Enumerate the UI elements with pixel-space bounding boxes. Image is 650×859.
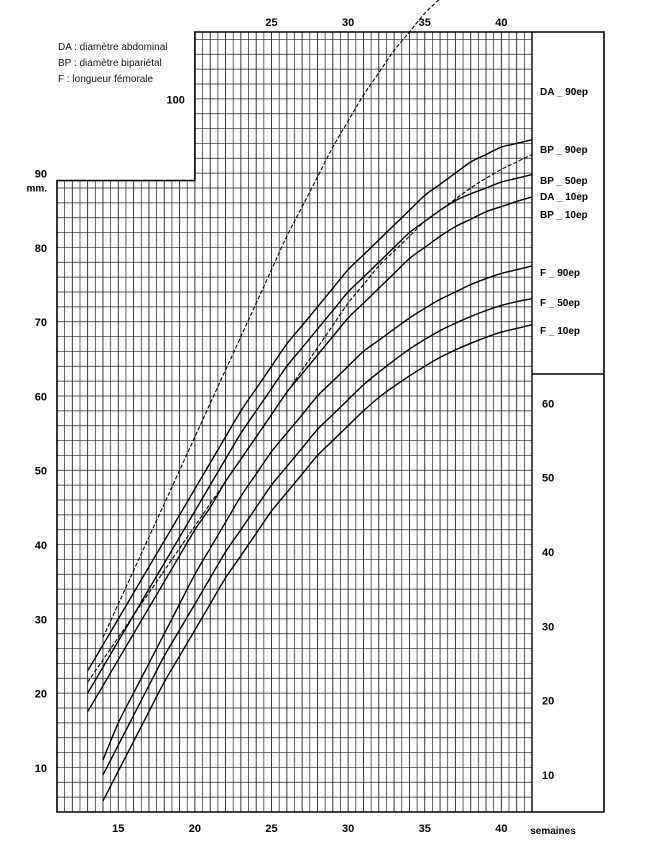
x-tick-label: 35 (418, 823, 431, 835)
series-labels (540, 87, 588, 337)
chart-outline (57, 32, 604, 812)
legend-item-bp: BP : diamètre bipariétal (58, 58, 162, 69)
legend-item-da: DA : diamètre abdominal (58, 42, 168, 53)
chart-legend (58, 40, 168, 88)
y-tick-label-left: 20 (34, 688, 47, 701)
y-tick-label-left: 90 (34, 168, 47, 181)
chart-grid (57, 32, 604, 812)
x-tick-label-top: 30 (342, 17, 355, 29)
y-tick-label-left: 100 (166, 94, 185, 107)
x-tick-label-top: 40 (495, 17, 508, 29)
y-unit-label: mm. (26, 183, 47, 195)
y-tick-label-right: 50 (542, 472, 555, 485)
y-tick-label-left: 30 (34, 614, 47, 627)
x-tick-label: 25 (265, 823, 278, 835)
x-tick-label: 20 (188, 823, 202, 835)
y-tick-label-left: 70 (34, 317, 47, 330)
y-tick-label-right: 30 (542, 621, 555, 634)
y-tick-label-right: 20 (542, 695, 555, 708)
series-label-da-10ep: DA _ 10ep (540, 192, 588, 203)
y-tick-label-left: 80 (34, 242, 47, 255)
series-label-f-10ep: F _ 10ep (540, 326, 581, 337)
series-label-f-90ep: F _ 90ep (540, 268, 581, 279)
x-tick-label-top: 25 (265, 17, 278, 29)
series-label-f-50ep: F _ 50ep (540, 298, 581, 309)
series-label-da-90ep: DA _ 90ep (540, 87, 588, 98)
legend-item-f: F : longueur fémorale (58, 74, 154, 85)
y-tick-label-right: 10 (542, 769, 555, 782)
y-tick-label-left: 60 (34, 391, 47, 404)
x-axis-title: semaines (530, 826, 576, 837)
series-label-bp-50ep: BP _ 50ep (540, 176, 588, 187)
y-tick-label-right: 40 (542, 547, 555, 559)
x-tick-label: 15 (112, 823, 125, 835)
x-tick-label-top: 35 (418, 17, 431, 29)
y-tick-label-left: 50 (34, 465, 47, 478)
series-label-bp-10ep: BP _ 10ep (540, 210, 588, 221)
y-tick-label-left: 40 (34, 540, 47, 552)
x-tick-label: 30 (342, 823, 355, 835)
y-tick-label-right: 60 (542, 398, 555, 411)
y-tick-label-left: 10 (34, 762, 47, 775)
series-label-bp-90ep: BP _ 90ep (540, 145, 588, 156)
x-tick-label: 40 (495, 823, 508, 835)
